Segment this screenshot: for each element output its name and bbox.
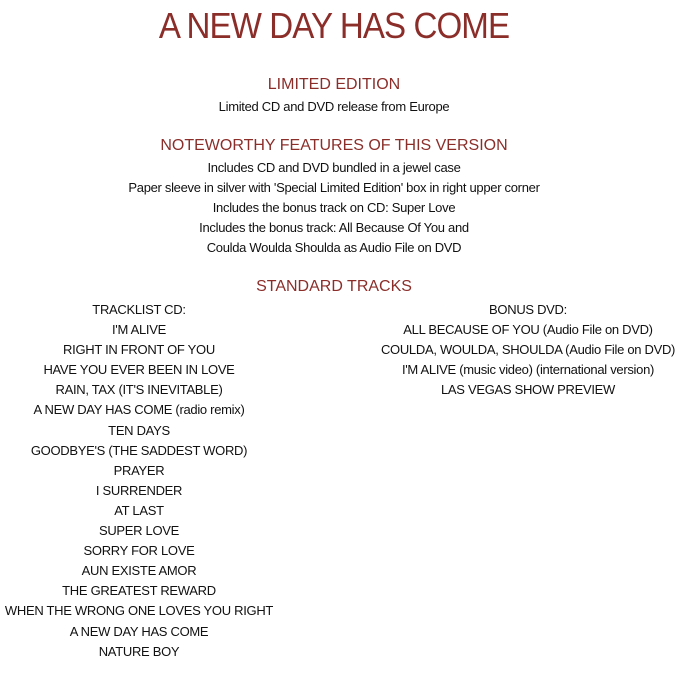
feature-item: Includes the bonus track on CD: Super Love: [212, 200, 456, 215]
dvd-track-item: I'M ALIVE (music video) (international version): [401, 362, 655, 378]
feature-item: Includes CD and DVD bundled in a jewel case: [207, 160, 461, 175]
limited-edition-description: Limited CD and DVD release from Europe: [218, 99, 450, 114]
track-item: I SURRENDER: [95, 482, 183, 498]
dvd-tracklist: [380, 300, 676, 400]
track-item: GOODBYE'S (THE SADDEST WORD): [30, 442, 248, 458]
dvd-track-item: ALL BECAUSE OF YOU (Audio File on DVD): [403, 322, 653, 338]
track-item: AT LAST: [114, 502, 164, 518]
cd-tracklist-label: TRACKLIST CD:: [92, 302, 186, 317]
track-item: TEN DAYS: [108, 422, 170, 438]
feature-item: Includes the bonus track: All Because Of You and: [199, 220, 469, 235]
cd-tracklist: [0, 300, 278, 662]
dvd-track-item: COULDA, WOULDA, SHOULDA (Audio File on DVD): [380, 342, 676, 358]
track-item: HAVE YOU EVER BEEN IN LOVE: [43, 362, 235, 378]
features-heading: NOTEWORTHY FEATURES OF THIS VERSION: [160, 137, 508, 154]
track-item: A NEW DAY HAS COME (radio remix): [33, 402, 245, 418]
page-title: A NEW DAY HAS COME: [158, 5, 510, 46]
track-item: THE GREATEST REWARD: [62, 583, 216, 599]
track-item: I'M ALIVE: [112, 322, 166, 338]
limited-edition-heading: LIMITED EDITION: [267, 76, 401, 93]
limited-edition-block: [0, 97, 668, 117]
features-list: [0, 158, 668, 258]
track-item: PRAYER: [113, 462, 165, 478]
standard-tracks-heading: STANDARD TRACKS: [256, 278, 412, 295]
feature-item: Coulda Woulda Shoulda as Audio File on DVD: [206, 240, 462, 255]
dvd-track-item: LAS VEGAS SHOW PREVIEW: [441, 382, 615, 398]
track-item: AUN EXISTE AMOR: [81, 563, 197, 579]
track-item: SUPER LOVE: [98, 523, 180, 539]
track-item: NATURE BOY: [98, 643, 180, 659]
dvd-tracklist-label: BONUS DVD:: [489, 302, 567, 317]
track-item: WHEN THE WRONG ONE LOVES YOU RIGHT: [4, 603, 274, 619]
track-item: RAIN, TAX (IT'S INEVITABLE): [55, 382, 223, 398]
track-item: A NEW DAY HAS COME: [69, 623, 209, 639]
feature-item: Paper sleeve in silver with 'Special Limited Edition' box in right upper corner: [128, 180, 540, 195]
track-item: RIGHT IN FRONT OF YOU: [63, 342, 215, 358]
track-item: SORRY FOR LOVE: [83, 543, 195, 559]
